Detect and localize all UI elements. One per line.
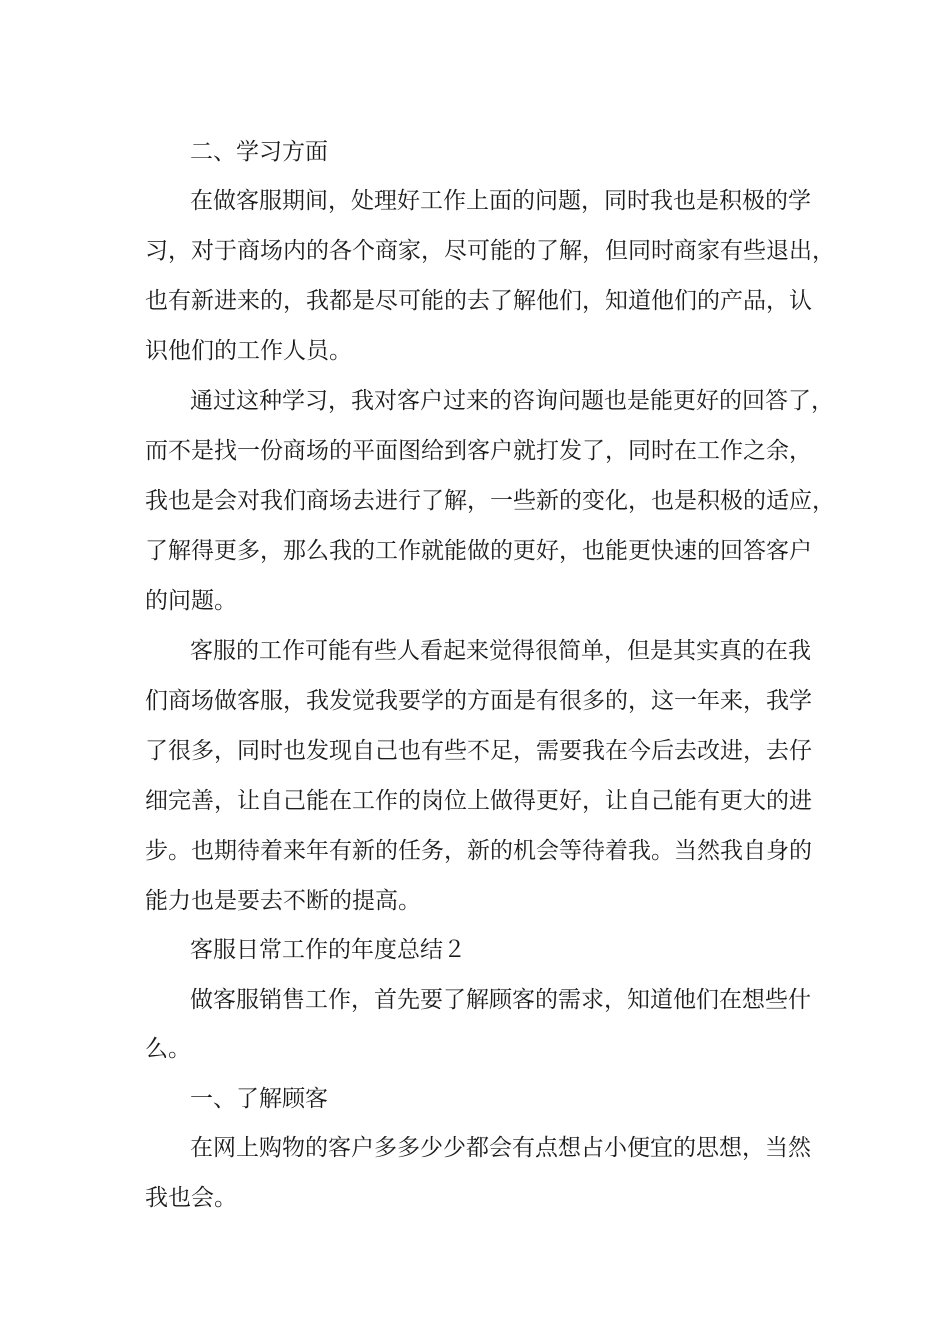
- para2-line-1: 通过这种学习，我对客户过来的咨询问题也是能更好的回答了，: [190, 388, 834, 414]
- para3-line-1: 客服的工作可能有些人看起来觉得很简单，但是其实真的在我: [190, 638, 811, 664]
- para3-line-2: 们商场做客服，我发觉我要学的方面是有很多的，这一年来，我学: [145, 688, 812, 714]
- heading-customer: 一、了解顾客: [190, 1086, 328, 1112]
- para5-line-2: 我也会。: [145, 1185, 237, 1211]
- para2-line-3: 我也是会对我们商场去进行了解，一些新的变化，也是积极的适应，: [145, 488, 835, 514]
- para3-line-6: 能力也是要去不断的提高。: [145, 888, 421, 914]
- para1-line-3: 也有新进来的，我都是尽可能的去了解他们，知道他们的产品，认: [145, 288, 812, 314]
- para5-line-1: 在网上购物的客户多多少少都会有点想占小便宜的思想，当然: [190, 1135, 811, 1161]
- para1-line-4: 识他们的工作人员。: [145, 338, 352, 364]
- para3-line-3: 了很多，同时也发现自己也有些不足，需要我在今后去改进，去仔: [145, 738, 812, 764]
- para3-line-5: 步。也期待着来年有新的任务，新的机会等待着我。当然我自身的: [145, 838, 812, 864]
- para2-line-5: 的问题。: [145, 588, 237, 614]
- para1-line-2: 习，对于商场内的各个商家，尽可能的了解，但同时商家有些退出，: [145, 238, 835, 264]
- para2-line-4: 了解得更多，那么我的工作就能做的更好，也能更快速的回答客户: [145, 538, 812, 564]
- para4-line-2: 么。: [145, 1036, 191, 1062]
- heading-study: 二、学习方面: [190, 139, 328, 165]
- para2-line-2: 而不是找一份商场的平面图给到客户就打发了，同时在工作之余，: [145, 438, 812, 464]
- para1-line-1: 在做客服期间，处理好工作上面的问题，同时我也是积极的学: [190, 188, 811, 214]
- para4-line-1: 做客服销售工作，首先要了解顾客的需求，知道他们在想些什: [190, 987, 811, 1013]
- para3-line-4: 细完善，让自己能在工作的岗位上做得更好，让自己能有更大的进: [145, 788, 812, 814]
- section-title: 客服日常工作的年度总结２: [190, 937, 466, 963]
